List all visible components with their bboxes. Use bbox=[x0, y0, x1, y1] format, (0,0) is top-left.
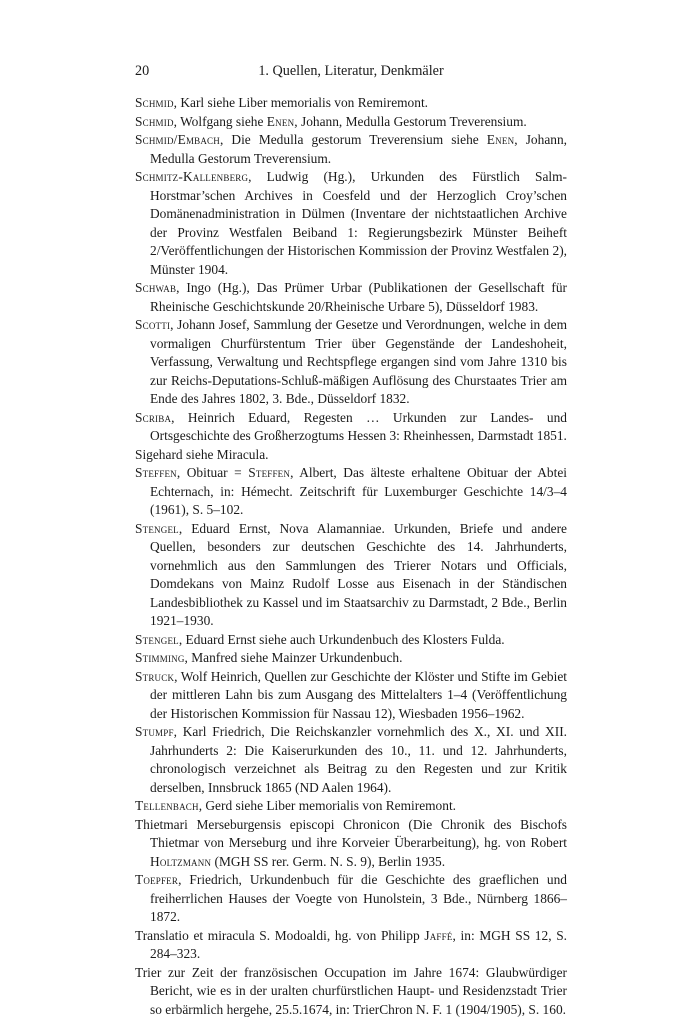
entry-text: , Gerd siehe Liber memorialis von Remiremont. bbox=[199, 798, 456, 813]
entry-reference-name: Jaffé bbox=[424, 928, 452, 943]
entry-text: Translatio et miracula S. Modoaldi, hg. von Philipp bbox=[135, 928, 424, 943]
entry-text: , Wolf Heinrich, Quellen zur Geschichte der Klöster und Stifte im Gebiet der mittleren Lahn bis zum Ausgang des Mittelalters 1–4 (Veröffentlichung der Historischen Kommission für Nassau 12), Wiesbaden 1956–1962. bbox=[150, 669, 567, 721]
bibliography-entry bbox=[135, 723, 567, 797]
entry-author: Stengel bbox=[135, 632, 179, 647]
entry-text: , Ingo (Hg.), Das Prümer Urbar (Publikationen der Gesellschaft für Rheinische Geschichtskunde 20/Rheinische Urbare 5), Düsseldorf 1983. bbox=[150, 280, 567, 314]
bibliography-entry bbox=[135, 797, 567, 816]
entry-author: Schmid/Embach bbox=[135, 132, 220, 147]
entry-author: Stimming bbox=[135, 650, 185, 665]
bibliography-entry bbox=[135, 316, 567, 409]
bibliography-entry bbox=[135, 279, 567, 316]
entry-reference-name: Holtzmann bbox=[150, 854, 211, 869]
entry-text: , Friedrich, Urkundenbuch für die Geschichte des graeflichen und freiherrlichen Hauses der Voegte von Hunolstein, 3 Bde., Nürnberg 1866–1872. bbox=[150, 872, 567, 924]
entry-text: , Karl siehe Liber memorialis von Remiremont. bbox=[174, 95, 428, 110]
entry-text: , Karl Friedrich, Die Reichskanzler vornehmlich des X., XI. und XII. Jahrhunderts 2: Die Kaiserurkunden des 10., 11. und 12. Jahrhunderts, chronologisch verzeichnet als Beitrag zu den Regesten und zur Kritik derselben, Innsbruck 1865 (ND Aalen 1964). bbox=[150, 724, 567, 795]
entry-text-continued: , Johann, Medulla Gestorum Treverensium. bbox=[150, 132, 567, 166]
entry-reference-name: Enen bbox=[487, 132, 514, 147]
entry-author: Schwab bbox=[135, 280, 176, 295]
entry-text-continued: (MGH SS rer. Germ. N. S. 9), Berlin 1935. bbox=[211, 854, 445, 869]
page-number: 20 bbox=[135, 61, 149, 81]
entry-author: Scotti bbox=[135, 317, 170, 332]
entry-author: Scriba bbox=[135, 410, 171, 425]
entry-text: , Heinrich Eduard, Regesten … Urkunden zur Landes- und Ortsgeschichte des Großherzogtums Hessen 3: Rheinhessen, Darmstadt 1851. bbox=[150, 410, 567, 444]
entry-text: Trier zur Zeit der französischen Occupation im Jahre 1674: Glaubwürdiger Bericht, wie es in der uralten churfürstlichen Haupt- und Residenzstadt Trier so erbärmlich hergehe, 25.5.1674, in: TrierChron N. F. 1 (1904/1905), S. 160. bbox=[135, 965, 567, 1017]
bibliography-entry bbox=[135, 168, 567, 279]
entry-text: , Manfred siehe Mainzer Urkundenbuch. bbox=[185, 650, 403, 665]
bibliography-entry bbox=[135, 871, 567, 927]
bibliography-entry bbox=[135, 520, 567, 631]
bibliography-entry bbox=[135, 964, 567, 1019]
entry-text: , Wolfgang siehe bbox=[174, 114, 267, 129]
entry-author: Struck bbox=[135, 669, 174, 684]
entry-author: Schmid bbox=[135, 95, 174, 110]
entry-text-continued: , Johann, Medulla Gestorum Treverensium. bbox=[294, 114, 526, 129]
entry-text: Sigehard siehe Miracula. bbox=[135, 447, 269, 462]
bibliography-entry bbox=[135, 668, 567, 724]
entry-author: Tellenbach bbox=[135, 798, 199, 813]
entry-text: , Eduard Ernst siehe auch Urkundenbuch des Klosters Fulda. bbox=[179, 632, 505, 647]
bibliography-entry bbox=[135, 464, 567, 520]
bibliography-entry bbox=[135, 816, 567, 872]
bibliography-entry bbox=[135, 94, 567, 113]
bibliography-entry bbox=[135, 446, 567, 465]
entry-text-continued: , in: MGH SS 12, S. 284–323. bbox=[150, 928, 567, 962]
entry-author: Stengel bbox=[135, 521, 179, 536]
entry-text: , Ludwig (Hg.), Urkunden des Fürstlich Salm-Horstmar’schen Archives in Coesfeld und der Herzoglich Croy’schen Domänenadministration in Dülmen (Inventare der nichtstaatlichen Archive der Provinz Westfalen Beiband 1: Regierungsbezirk Münster Beiheft 2/Veröffentlichungen der Historischen Kommission der Provinz Westfalen 2), Münster 1904. bbox=[150, 169, 567, 277]
entry-author: Stumpf bbox=[135, 724, 174, 739]
running-title: 1. Quellen, Literatur, Denkmäler bbox=[135, 61, 567, 81]
entry-text: , Die Medulla gestorum Treverensium siehe bbox=[220, 132, 487, 147]
bibliography-entry bbox=[135, 631, 567, 650]
page-header bbox=[135, 61, 567, 81]
bibliography-entry bbox=[135, 927, 567, 964]
entry-reference-name: Steffen bbox=[248, 465, 290, 480]
bibliography-entry bbox=[135, 131, 567, 168]
entry-text: , Obituar = bbox=[177, 465, 248, 480]
entry-reference-name: Enen bbox=[267, 114, 294, 129]
entry-text-continued: , Albert, Das älteste erhaltene Obituar der Abtei Echternach, in: Hémecht. Zeitschrift für Luxemburger Geschichte 14/3–4 (1961), S. 5–102. bbox=[150, 465, 567, 517]
entry-text: , Eduard Ernst, Nova Alamanniae. Urkunden, Briefe und andere Quellen, besonders zur deutschen Geschichte des 14. Jahrhunderts, vornehmlich aus den Sammlungen des Trierer Notars und Officials, Domdekans von Mainz Rudolf Losse aus Eisenach in der Ständischen Landesbibliothek zu Kassel und im Staatsarchiv zu Darmstadt, 2 Bde., Berlin 1921–1930. bbox=[150, 521, 567, 629]
entry-author: Steffen bbox=[135, 465, 177, 480]
entry-author: Toepfer bbox=[135, 872, 178, 887]
bibliography-entry bbox=[135, 649, 567, 668]
bibliography-entry bbox=[135, 113, 567, 132]
entry-text: , Johann Josef, Sammlung der Gesetze und Verordnungen, welche in dem vormaligen Churfürstentum Trier über Gegenstände der Landeshoheit, Verfassung, Verwaltung und Rechtspflege ergangen sind vom Jahre 1310 bis zur Reichs-Deputations-Schluß-mäßigen Auflösung des Churstaates Trier am Ende des Jahres 1802, 3. Bde., Düsseldorf 1832. bbox=[150, 317, 567, 406]
entry-text: Thietmari Merseburgensis episcopi Chronicon (Die Chronik des Bischofs Thietmar von Merseburg und ihre Korveier Überarbeitung), hg. von Robert bbox=[135, 817, 567, 851]
entry-author: Schmid bbox=[135, 114, 174, 129]
entry-author: Schmitz-Kallenberg bbox=[135, 169, 248, 184]
bibliography-entry bbox=[135, 409, 567, 446]
bibliography-list bbox=[135, 94, 567, 1019]
